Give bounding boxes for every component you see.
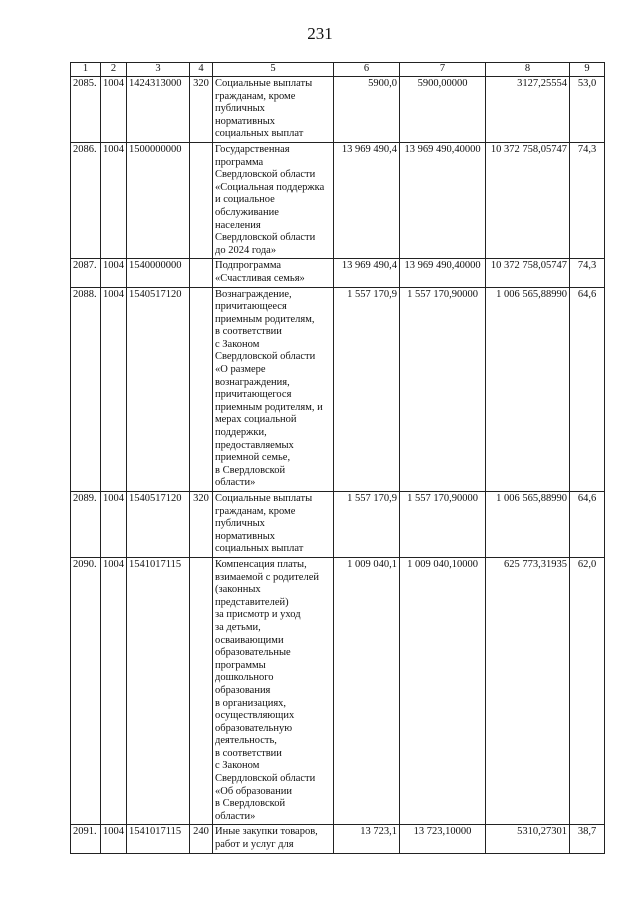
item-name-line: Подпрограмма [215, 260, 282, 272]
expense-type-code [190, 287, 213, 492]
row-number: 2091. [71, 825, 101, 853]
expense-type-code [190, 142, 213, 258]
target-article-code: 1500000000 [127, 142, 190, 258]
planned-amount: 1 009 040,10000 [400, 557, 486, 824]
table-row [71, 825, 605, 853]
item-name-line: социальных выплат [215, 543, 304, 555]
item-name-line: гражданам, кроме [215, 505, 296, 517]
item-name-line: за присмотр и уход [215, 609, 301, 621]
column-header: 2 [101, 63, 127, 77]
item-name-line: работ и услуг для [215, 839, 294, 851]
section-code: 1004 [101, 142, 127, 258]
row-number: 2089. [71, 492, 101, 558]
item-name-line: нормативных [215, 115, 276, 127]
approved-amount: 1 557 170,9 [334, 492, 400, 558]
approved-amount: 13 969 490,4 [334, 259, 400, 287]
item-name [213, 259, 334, 287]
table-row [71, 142, 605, 258]
item-name-line: в организациях, [215, 697, 287, 709]
approved-amount: 5900,0 [334, 77, 400, 143]
item-name-line: нормативных [215, 530, 276, 542]
execution-percent: 64,6 [570, 287, 605, 492]
item-name-line: с Законом [215, 338, 260, 350]
section-code: 1004 [101, 557, 127, 824]
section-code: 1004 [101, 259, 127, 287]
section-code: 1004 [101, 825, 127, 853]
item-name-line: Компенсация платы, [215, 558, 307, 570]
page-number: 231 [307, 24, 333, 43]
item-name-line: осваивающими [215, 634, 284, 646]
item-name-line: Социальные выплаты [215, 493, 313, 504]
execution-percent: 74,3 [570, 142, 605, 258]
item-name-line: до 2024 года» [215, 244, 277, 256]
column-header: 7 [400, 63, 486, 77]
approved-amount: 1 009 040,1 [334, 557, 400, 824]
item-name-line: «Об образовании [215, 785, 292, 797]
expense-type-code [190, 557, 213, 824]
item-name-line: образовательную [215, 722, 293, 734]
executed-amount: 1 006 565,88990 [486, 492, 570, 558]
item-name-line: причитающееся [215, 301, 287, 313]
planned-amount: 1 557 170,90000 [400, 287, 486, 492]
executed-amount: 5310,27301 [486, 825, 570, 853]
item-name [213, 77, 334, 143]
target-article-code: 1540000000 [127, 259, 190, 287]
planned-amount: 13 969 490,40000 [400, 259, 486, 287]
row-number: 2087. [71, 259, 101, 287]
item-name-line: «Социальная поддержка [215, 181, 325, 193]
table-body [71, 77, 605, 854]
item-name-line: «О размере [215, 364, 266, 376]
item-name-line: публичных [215, 103, 265, 115]
column-header: 1 [71, 63, 101, 77]
item-name-line: социальных выплат [215, 128, 304, 140]
item-name-line: в Свердловской [215, 464, 286, 476]
item-name [213, 492, 334, 558]
approved-amount: 13 969 490,4 [334, 142, 400, 258]
target-article-code: 1540517120 [127, 287, 190, 492]
executed-amount: 10 372 758,05747 [486, 259, 570, 287]
item-name-line: приемным родителям, и [215, 401, 323, 413]
expense-type-code [190, 259, 213, 287]
item-name-line: Иные закупки товаров, [215, 826, 318, 838]
target-article-code: 1540517120 [127, 492, 190, 558]
item-name-line: Свердловской области [215, 351, 316, 363]
item-name-line: обслуживание [215, 206, 279, 218]
row-number: 2088. [71, 287, 101, 492]
target-article-code: 1424313000 [127, 77, 190, 143]
table-row [71, 557, 605, 824]
item-name-line: Свердловской области [215, 169, 316, 181]
item-name-line: «Счастливая семья» [215, 272, 305, 284]
item-name-line: вознаграждения, [215, 376, 290, 388]
item-name-line: за детьми, [215, 621, 261, 633]
item-name-line: публичных [215, 518, 265, 530]
execution-percent: 64,6 [570, 492, 605, 558]
item-name-line: области» [215, 477, 256, 489]
execution-percent: 62,0 [570, 557, 605, 824]
table-header-row [71, 63, 605, 77]
executed-amount: 625 773,31935 [486, 557, 570, 824]
item-name-line: Государственная [215, 143, 290, 155]
item-name-line: поддержки, [215, 427, 267, 439]
item-name-line: и социальное [215, 194, 275, 206]
item-name-line: представителей) [215, 596, 289, 608]
column-header: 8 [486, 63, 570, 77]
execution-percent: 38,7 [570, 825, 605, 853]
item-name-line: взимаемой с родителей [215, 571, 319, 583]
section-code: 1004 [101, 492, 127, 558]
item-name [213, 287, 334, 492]
execution-percent: 74,3 [570, 259, 605, 287]
item-name [213, 557, 334, 824]
approved-amount: 1 557 170,9 [334, 287, 400, 492]
target-article-code: 1541017115 [127, 825, 190, 853]
item-name-line: в Свердловской [215, 798, 286, 810]
item-name-line: Свердловской области [215, 773, 316, 785]
column-header: 5 [213, 63, 334, 77]
item-name-line: образования [215, 684, 271, 696]
budget-table [70, 62, 605, 854]
executed-amount: 3127,25554 [486, 77, 570, 143]
item-name-line: Социальные выплаты [215, 78, 313, 89]
item-name [213, 142, 334, 258]
row-number: 2086. [71, 142, 101, 258]
execution-percent: 53,0 [570, 77, 605, 143]
item-name-line: деятельность, [215, 735, 277, 747]
target-article-code: 1541017115 [127, 557, 190, 824]
item-name-line: области» [215, 810, 256, 822]
item-name-line: с Законом [215, 760, 260, 772]
item-name-line: дошкольного [215, 672, 274, 684]
column-header: 9 [570, 63, 605, 77]
expense-type-code: 320 [190, 492, 213, 558]
item-name-line: Вознаграждение, [215, 288, 292, 300]
planned-amount: 5900,00000 [400, 77, 486, 143]
column-header: 6 [334, 63, 400, 77]
table-row [71, 492, 605, 558]
column-header: 3 [127, 63, 190, 77]
planned-amount: 1 557 170,90000 [400, 492, 486, 558]
table-row [71, 287, 605, 492]
table-row [71, 259, 605, 287]
executed-amount: 10 372 758,05747 [486, 142, 570, 258]
item-name-line: в соответствии [215, 326, 282, 338]
item-name-line: образовательные [215, 647, 291, 659]
item-name-line: мерах социальной [215, 414, 297, 426]
approved-amount: 13 723,1 [334, 825, 400, 853]
item-name-line: населения [215, 219, 261, 231]
expense-type-code: 320 [190, 77, 213, 143]
item-name-line: Свердловской области [215, 232, 316, 244]
item-name-line: причитающегося [215, 389, 292, 401]
item-name-line: программы [215, 659, 266, 671]
section-code: 1004 [101, 287, 127, 492]
column-header: 4 [190, 63, 213, 77]
item-name-line: (законных [215, 584, 261, 596]
expense-type-code: 240 [190, 825, 213, 853]
item-name-line: предоставляемых [215, 439, 294, 451]
item-name-line: осуществляющих [215, 710, 295, 722]
item-name-line: гражданам, кроме [215, 90, 296, 102]
planned-amount: 13 723,10000 [400, 825, 486, 853]
item-name [213, 825, 334, 853]
item-name-line: в соответствии [215, 747, 282, 759]
item-name-line: приемным родителям, [215, 313, 315, 325]
item-name-line: программа [215, 156, 264, 168]
section-code: 1004 [101, 77, 127, 143]
row-number: 2085. [71, 77, 101, 143]
table-row [71, 77, 605, 143]
row-number: 2090. [71, 557, 101, 824]
planned-amount: 13 969 490,40000 [400, 142, 486, 258]
item-name-line: приемной семье, [215, 452, 291, 464]
executed-amount: 1 006 565,88990 [486, 287, 570, 492]
